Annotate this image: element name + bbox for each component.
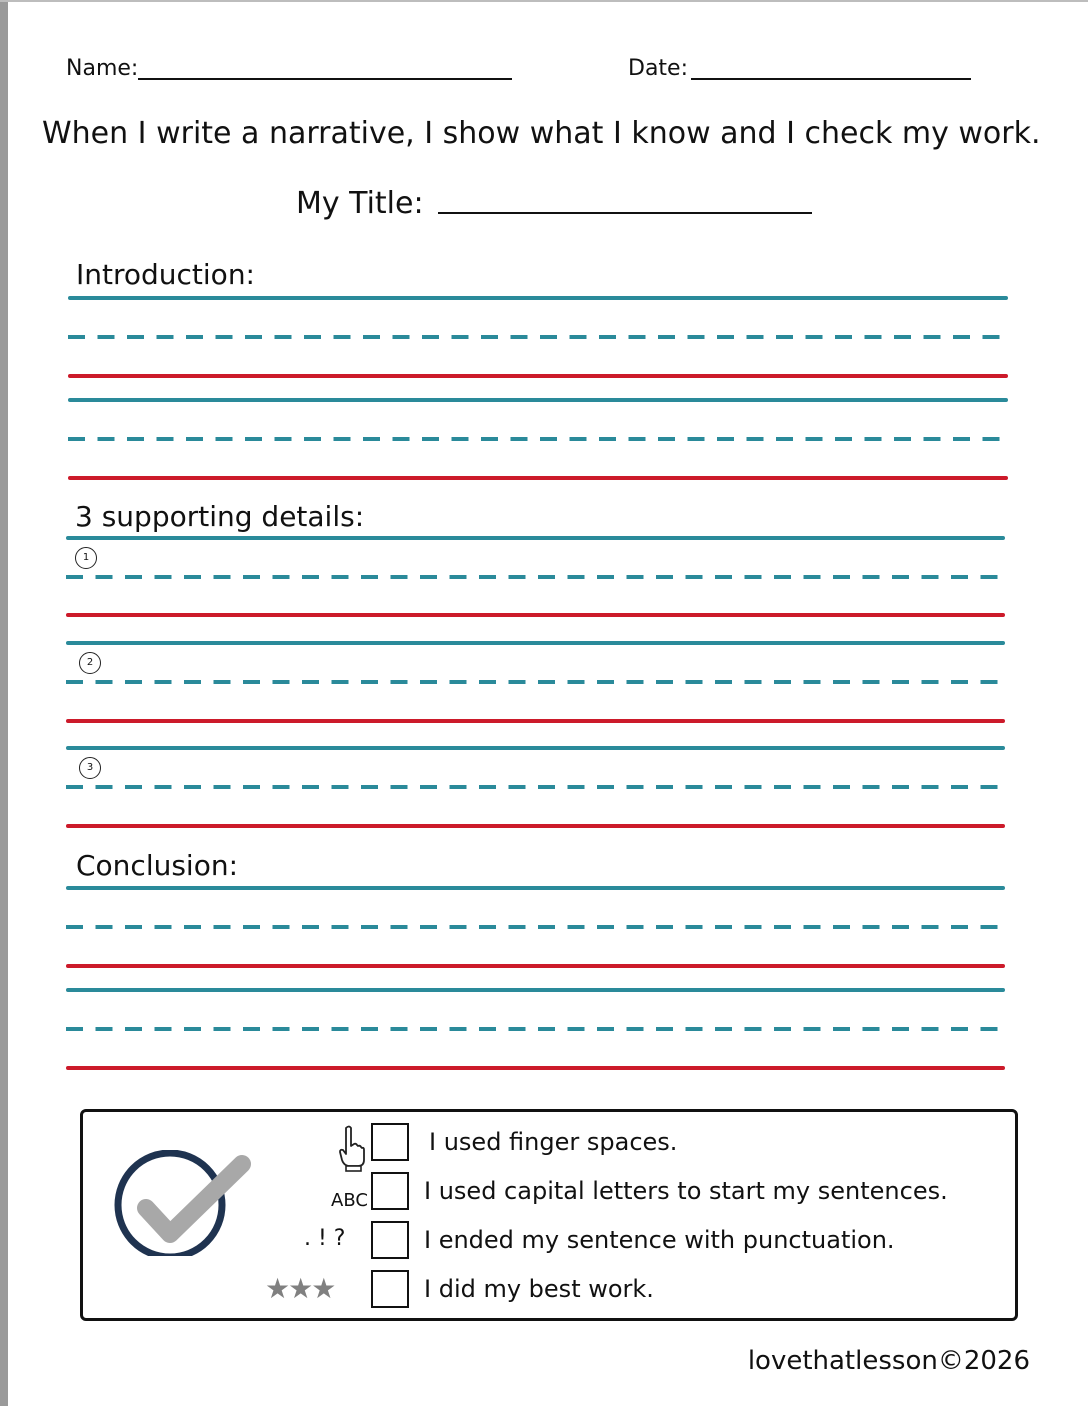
top-line xyxy=(66,536,1005,540)
midline-dashed xyxy=(68,437,1008,441)
page-top-edge xyxy=(0,0,1088,2)
abc-icon: ABC xyxy=(331,1190,368,1211)
top-line xyxy=(68,296,1008,300)
conclusion-label: Conclusion: xyxy=(76,849,239,882)
supporting-details-label: 3 supporting details: xyxy=(75,500,365,533)
page-heading: When I write a narrative, I show what I know and I check my work. xyxy=(42,116,1041,151)
midline-dashed xyxy=(68,335,1008,339)
introduction-label: Introduction: xyxy=(76,258,255,291)
top-line xyxy=(68,398,1008,402)
title-line[interactable] xyxy=(438,212,812,214)
baseline-red xyxy=(66,613,1005,617)
top-line xyxy=(66,746,1005,750)
checklist-text-punctuation: I ended my sentence with punctuation. xyxy=(424,1226,895,1254)
detail-number-3: 3 xyxy=(79,757,101,779)
baseline-red xyxy=(66,1066,1005,1070)
name-label: Name: xyxy=(66,56,139,81)
copyright-credit: lovethatlesson©2026 xyxy=(747,1346,1030,1376)
checkbox-capital-letters[interactable] xyxy=(371,1172,409,1210)
checklist-text-finger-spaces: I used finger spaces. xyxy=(429,1128,678,1156)
baseline-red xyxy=(66,964,1005,968)
checklist-text-best-work: I did my best work. xyxy=(424,1275,654,1303)
baseline-red xyxy=(68,374,1008,378)
date-label: Date: xyxy=(628,56,688,81)
checkbox-punctuation[interactable] xyxy=(371,1221,409,1259)
checkbox-best-work[interactable] xyxy=(371,1270,409,1308)
top-line xyxy=(66,988,1005,992)
midline-dashed xyxy=(66,1027,1005,1031)
midline-dashed xyxy=(66,575,1005,579)
finger-pointer-icon xyxy=(336,1124,368,1172)
top-line xyxy=(66,886,1005,890)
title-label: My Title: xyxy=(296,186,424,221)
punctuation-icon: . ! ? xyxy=(304,1226,346,1251)
checkmark-circle-icon xyxy=(112,1150,254,1256)
detail-number-1: 1 xyxy=(75,547,97,569)
midline-dashed xyxy=(66,785,1005,789)
top-line xyxy=(66,641,1005,645)
date-line[interactable] xyxy=(691,78,971,80)
midline-dashed xyxy=(66,680,1005,684)
baseline-red xyxy=(66,824,1005,828)
checkbox-finger-spaces[interactable] xyxy=(371,1123,409,1161)
checklist-text-capital-letters: I used capital letters to start my sentences. xyxy=(424,1177,948,1205)
page-left-edge xyxy=(0,0,8,1406)
detail-number-2: 2 xyxy=(79,652,101,674)
baseline-red xyxy=(68,476,1008,480)
name-line[interactable] xyxy=(138,78,512,80)
baseline-red xyxy=(66,719,1005,723)
three-stars-icon: ★★★ xyxy=(265,1272,335,1305)
midline-dashed xyxy=(66,925,1005,929)
